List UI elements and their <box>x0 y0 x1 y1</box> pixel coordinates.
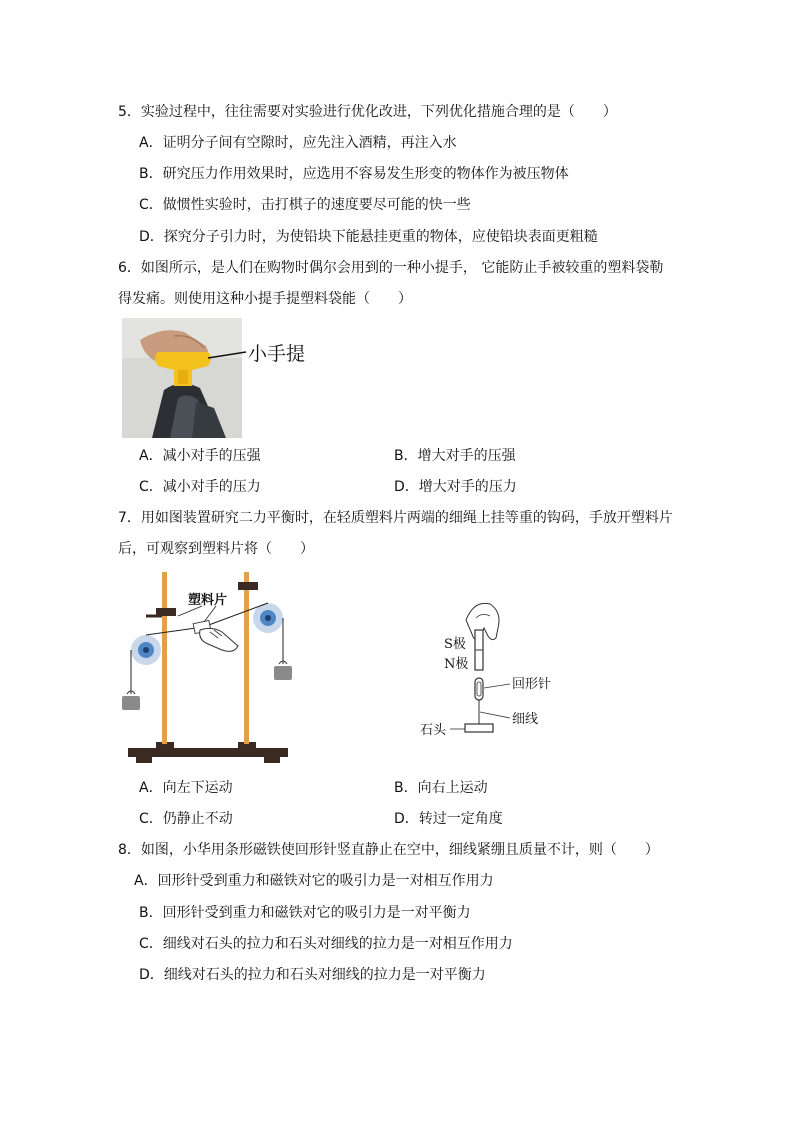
q7-option-b[interactable]: B．向右上运动 <box>394 780 488 796</box>
q6-option-b[interactable]: B．增大对手的压强 <box>394 448 516 464</box>
q8-label-s-pole: S极 <box>444 637 466 652</box>
q8-figure <box>418 598 568 748</box>
q7-stem-line2: 后，可观察到塑料片将（ ） <box>118 541 314 557</box>
balance-apparatus-diagram <box>118 568 298 768</box>
q8-option-c[interactable]: C．细线对石头的拉力和石头对细线的拉力是一对相互作用力 <box>139 936 513 952</box>
q8-label-stone: 石头 <box>420 723 447 738</box>
q5-option-b[interactable]: B．研究压力作用效果时，应选用不容易发生形变的物体作为被压物体 <box>139 166 569 182</box>
q5-option-d[interactable]: D．探究分子引力时，为使铅块下能悬挂更重的物体，应使铅块表面更粗糙 <box>139 229 598 245</box>
q6-figure-label: 小手提 <box>248 343 306 365</box>
q7-option-c[interactable]: C．仍静止不动 <box>139 811 233 827</box>
q6-stem-line2: 得发痛。则使用这种小提手提塑料袋能（ ） <box>118 291 412 307</box>
q6-option-c[interactable]: C．减小对手的压力 <box>139 479 261 495</box>
shopping-bag-handle-photo <box>122 318 322 438</box>
q7-option-a[interactable]: A．向左下运动 <box>139 780 233 796</box>
q8-label-thread: 细线 <box>512 712 539 727</box>
q5-option-c[interactable]: C．做惯性实验时，击打棋子的速度要尽可能的快一些 <box>139 197 471 213</box>
q8-option-a[interactable]: A．回形针受到重力和磁铁对它的吸引力是一对相互作用力 <box>134 873 494 889</box>
q6-option-a[interactable]: A．减小对手的压强 <box>139 448 261 464</box>
q8-label-n-pole: N极 <box>444 657 469 672</box>
q8-label-clip: 回形针 <box>512 677 552 692</box>
q6-stem-line1: 6．如图所示，是人们在购物时偶尔会用到的一种小提手， 它能防止手被较重的塑料袋勒 <box>118 260 664 276</box>
q7-figure <box>118 568 298 768</box>
q5-stem: 5．实验过程中，往往需要对实验进行优化改进，下列优化措施合理的是（ ） <box>118 104 617 120</box>
magnet-clip-diagram <box>418 598 568 748</box>
q6-figure <box>122 318 322 438</box>
q8-option-b[interactable]: B．回形针受到重力和磁铁对它的吸引力是一对平衡力 <box>139 905 471 921</box>
q7-option-d[interactable]: D．转过一定角度 <box>394 811 503 827</box>
q7-figure-label: 塑料片 <box>188 593 228 608</box>
q6-option-d[interactable]: D．增大对手的压力 <box>394 479 517 495</box>
q8-stem: 8．如图，小华用条形磁铁使回形针竖直静止在空中，细线紧绷且质量不计，则（ ） <box>118 842 659 858</box>
q8-option-d[interactable]: D．细线对石头的拉力和石头对细线的拉力是一对平衡力 <box>139 967 486 983</box>
q7-stem-line1: 7．用如图装置研究二力平衡时，在轻质塑料片两端的细绳上挂等重的钩码，手放开塑料片 <box>118 510 673 526</box>
q5-option-a[interactable]: A．证明分子间有空隙时，应先注入酒精，再注入水 <box>139 135 457 151</box>
